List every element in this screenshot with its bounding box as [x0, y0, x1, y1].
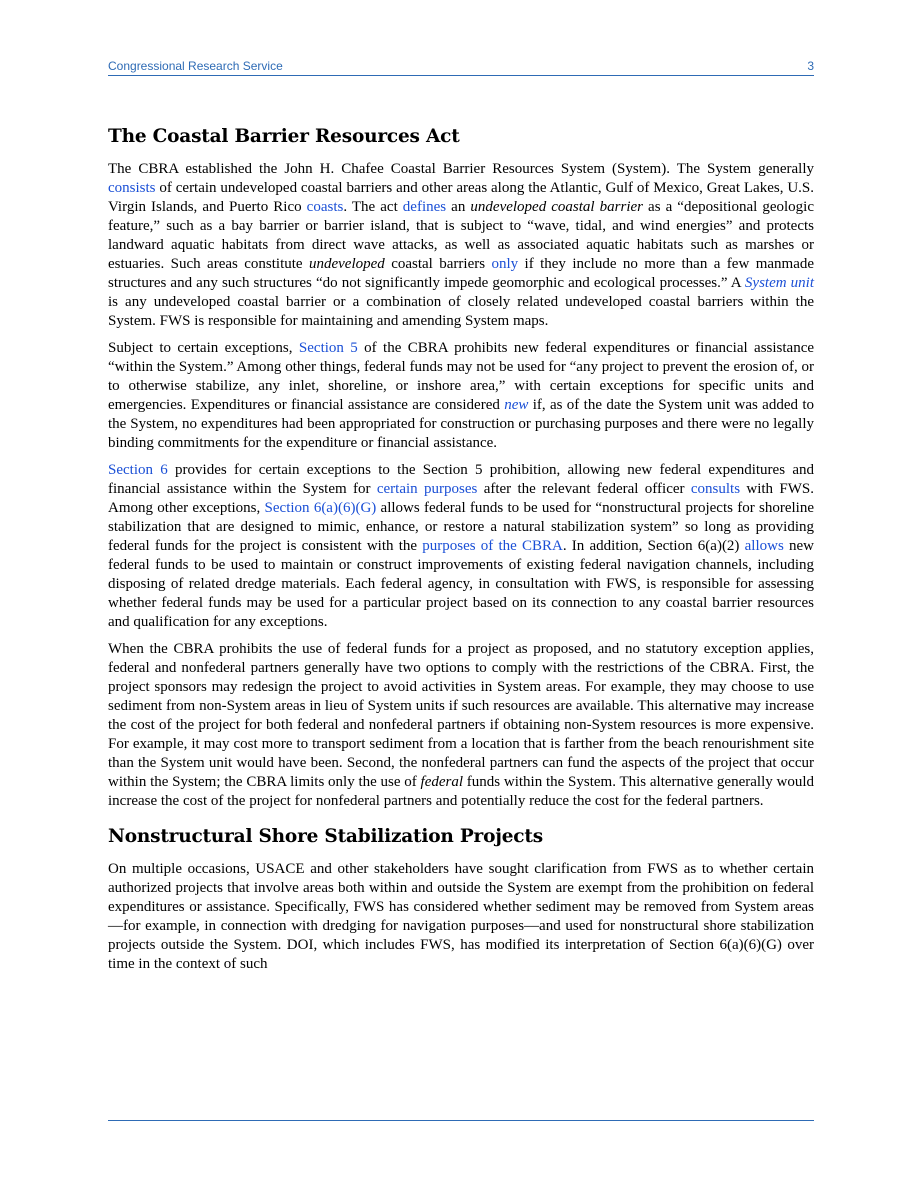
link-consists[interactable]: consists	[108, 180, 156, 196]
section-heading-cbra: The Coastal Barrier Resources Act	[108, 126, 460, 147]
paragraph: Subject to certain exceptions, Section 5 of the CBRA prohibits new federal expenditures or financial assistance “within the System.” Among other things, federal funds may not be used for “any project to prevent the erosion of, or to otherwise stabilize, any inlet, shoreline, or inshore area,” with certain exceptions for specific units and emergencies. Expenditures or financial assistance are considered new if, as of the date the System unit was added to the System, no expenditures had been appropriated for construction or purchasing purposes and there were no legally binding commitments for the expenditure or financial assistance.	[108, 340, 815, 451]
footer-divider	[108, 1120, 814, 1121]
link-only[interactable]: only	[491, 256, 519, 272]
section-heading-nonstructural: Nonstructural Shore Stabilization Projects	[108, 826, 543, 847]
paragraph: The CBRA established the John H. Chafee Coastal Barrier Resources System (System). The System generally consists of certain undeveloped coastal barriers and other areas along the Atlantic, Gulf of Mexico, Great Lakes, U.S. Virgin Islands, and Puerto Rico coasts. The act defines an undeveloped coastal barrier as a “depositional geologic feature,” such as a bay barrier or barrier island, that is subject to “wave, tidal, and wind energies” and protects landward aquatic habitats from direct wave attacks, as well as associated aquatic habitats such as marshes or estuaries. Such areas constitute undeveloped coastal barriers only if they include no more than a few manmade structures and any such structures “do not significantly impede geomorphic and ecological processes.” A System unit is any undeveloped coastal barrier or a combination of closely related undeveloped coastal barriers within the System. FWS is responsible for maintaining and amending System maps.	[108, 161, 815, 329]
link-new[interactable]: new	[504, 397, 529, 413]
paragraph: Section 6 provides for certain exceptions to the Section 5 prohibition, allowing new federal expenditures and financial assistance within the System for certain purposes after the relevant federal officer consults with FWS. Among other exceptions, Section 6(a)(6)(G) allows federal funds to be used for “nonstructural projects for shoreline stabilization that are designed to mimic, enhance, or restore a natural stabilization system” so long as providing federal funds for the project is consistent with the purposes of the CBRA. In addition, Section 6(a)(2) allows new federal funds to be used to maintain or construct improvements of existing federal navigation channels, including disposing of related dredge materials. Each federal agency, in consultation with FWS, is responsible for assessing whether federal funds may be used for a particular project based on its connection to any coastal barrier resources and qualification for any exceptions.	[108, 462, 815, 630]
document-body	[108, 124, 814, 974]
link-section-6[interactable]: Section 6	[108, 462, 168, 478]
link-defines[interactable]: defines	[402, 199, 447, 215]
link-section-6a6g[interactable]: Section 6(a)(6)(G)	[264, 500, 377, 516]
page-number: 3	[807, 59, 814, 73]
header-title: Congressional Research Service	[108, 59, 283, 73]
link-section-5[interactable]: Section 5	[298, 340, 358, 356]
link-coasts[interactable]: coasts	[306, 199, 344, 215]
link-consults[interactable]: consults	[690, 481, 741, 497]
link-system-unit[interactable]: System unit	[744, 275, 815, 291]
paragraph: When the CBRA prohibits the use of federal funds for a project as proposed, and no statutory exception applies, federal and nonfederal partners generally have two options to comply with the restrictions of the CBRA. First, the project sponsors may redesign the project to avoid activities in System areas. For example, they may choose to use sediment from non-System areas in lieu of System units if such resources are available. This alternative may increase the cost of the project for both federal and nonfederal partners if obtaining non-System resources is more expensive. For example, it may cost more to transport sediment from a location that is farther from the beach renourishment site than the System unit would have been. Second, the nonfederal partners can fund the aspects of the project that occur within the System; the CBRA limits only the use of federal funds within the System. This alternative generally would increase the cost of the project for nonfederal partners and potentially reduce the cost for the federal partners.	[108, 641, 814, 809]
link-allows[interactable]: allows	[744, 538, 784, 554]
page-header	[108, 57, 814, 76]
link-purposes-of-cbra[interactable]: purposes of the CBRA	[422, 538, 563, 554]
paragraph: On multiple occasions, USACE and other stakeholders have sought clarification from FWS as to whether certain authorized projects that involve areas both within and outside the System are exempt from the prohibition on federal expenditures or assistance. Specifically, FWS has considered whether sediment may be removed from System areas—for example, in connection with dredging for navigation purposes—and used for nonstructural shore stabilization projects outside the System. DOI, which includes FWS, has modified its interpretation of Section 6(a)(6)(G) over time in the context of such	[108, 861, 814, 972]
link-certain-purposes[interactable]: certain purposes	[376, 481, 478, 497]
